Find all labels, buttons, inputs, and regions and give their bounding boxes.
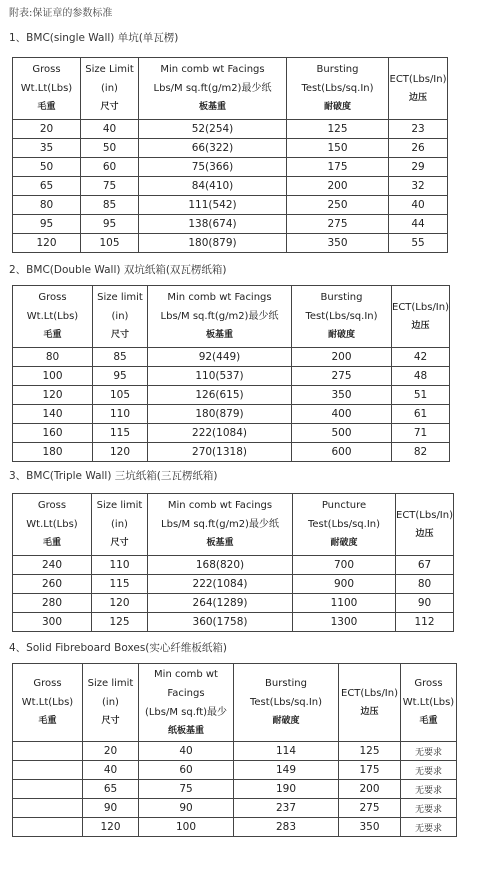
table-cell: 120 xyxy=(83,818,139,837)
table-cell: 1300 xyxy=(293,613,396,632)
table-cell xyxy=(13,818,83,837)
column-header: ECT(Lbs/In) 边压 xyxy=(389,58,448,120)
column-header: ECT(Lbs/In) 边压 xyxy=(339,664,401,742)
table-row xyxy=(13,594,454,613)
table-cell: 112 xyxy=(396,613,454,632)
column-header: Min comb wt Facings (Lbs/M sq.ft)最少 纸板基重 xyxy=(139,664,234,742)
column-header: Bursting Test(Lbs/sq.In) 耐破度 xyxy=(234,664,339,742)
table-cell: 84(410) xyxy=(139,177,287,196)
table-cell: 120 xyxy=(13,234,81,253)
column-header: Size limit (in) 尺寸 xyxy=(93,286,148,348)
table-cell: 300 xyxy=(13,613,92,632)
table-cell: 125 xyxy=(287,120,389,139)
table-cell: 250 xyxy=(287,196,389,215)
table-cell: 275 xyxy=(339,799,401,818)
table-cell: 138(674) xyxy=(139,215,287,234)
table-cell: 125 xyxy=(92,613,148,632)
table-cell: 67 xyxy=(396,556,454,575)
column-header: Gross Wt.Lt(Lbs) 毛重 xyxy=(13,58,81,120)
table-cell: 40 xyxy=(81,120,139,139)
table-row xyxy=(13,158,448,177)
table-cell: 100 xyxy=(13,367,93,386)
table-cell: 61 xyxy=(392,405,450,424)
table-cell: 80 xyxy=(13,348,93,367)
table-cell: 283 xyxy=(234,818,339,837)
table-cell: 35 xyxy=(13,139,81,158)
table-cell: 92(449) xyxy=(148,348,292,367)
table-cell: 180 xyxy=(13,443,93,462)
table-row xyxy=(13,177,448,196)
table-cell: 40 xyxy=(83,761,139,780)
table-cell: 无要求 xyxy=(401,799,457,818)
table-row xyxy=(13,780,457,799)
table-cell: 280 xyxy=(13,594,92,613)
table-cell: 95 xyxy=(81,215,139,234)
column-header: Gross Wt.Lt(Lbs) 毛重 xyxy=(13,286,93,348)
header-row xyxy=(13,494,454,556)
table-row xyxy=(13,367,450,386)
table-cell: 90 xyxy=(83,799,139,818)
table-row xyxy=(13,742,457,761)
table-cell: 100 xyxy=(139,818,234,837)
spec-table xyxy=(12,57,448,253)
table-cell: 140 xyxy=(13,405,93,424)
table-cell: 95 xyxy=(13,215,81,234)
column-header: Min comb wt Facings Lbs/M sq.ft(g/m2)最少纸 板基重 xyxy=(148,286,292,348)
table-cell: 50 xyxy=(81,139,139,158)
page-title: 附表:保证章的参数标准 xyxy=(9,8,113,19)
table-cell: 700 xyxy=(293,556,396,575)
table-cell: 85 xyxy=(93,348,148,367)
table-cell: 190 xyxy=(234,780,339,799)
table-cell: 240 xyxy=(13,556,92,575)
table-cell: 260 xyxy=(13,575,92,594)
table-cell: 80 xyxy=(396,575,454,594)
column-header: Size limit (in) 尺寸 xyxy=(92,494,148,556)
table-cell: 82 xyxy=(392,443,450,462)
table-cell: 126(615) xyxy=(148,386,292,405)
section-heading: 2、BMC(Double Wall) 双坑纸箱(双瓦楞纸箱) xyxy=(9,264,227,276)
table-row xyxy=(13,799,457,818)
table-row xyxy=(13,120,448,139)
table-row xyxy=(13,348,450,367)
table-row xyxy=(13,405,450,424)
table-cell: 29 xyxy=(389,158,448,177)
table-cell: 60 xyxy=(81,158,139,177)
column-header: ECT(Lbs/In) 边压 xyxy=(396,494,454,556)
table-cell: 60 xyxy=(139,761,234,780)
table-cell: 120 xyxy=(93,443,148,462)
table-cell: 360(1758) xyxy=(148,613,293,632)
table-cell: 75(366) xyxy=(139,158,287,177)
table-cell: 110(537) xyxy=(148,367,292,386)
table-cell: 75 xyxy=(139,780,234,799)
table-cell: 264(1289) xyxy=(148,594,293,613)
table-cell: 65 xyxy=(13,177,81,196)
table-cell: 200 xyxy=(339,780,401,799)
table-cell: 85 xyxy=(81,196,139,215)
table-cell: 222(1084) xyxy=(148,424,292,443)
table-cell: 23 xyxy=(389,120,448,139)
table-cell: 237 xyxy=(234,799,339,818)
section-heading: 4、Solid Fibreboard Boxes(实心纤维板纸箱) xyxy=(9,642,227,654)
table-cell: 90 xyxy=(139,799,234,818)
table-cell: 270(1318) xyxy=(148,443,292,462)
table-cell: 80 xyxy=(13,196,81,215)
column-header: Gross Wt.Lt(Lbs) 毛重 xyxy=(13,494,92,556)
table-cell: 400 xyxy=(292,405,392,424)
header-row xyxy=(13,286,450,348)
table-cell: 1100 xyxy=(293,594,396,613)
table-cell: 222(1084) xyxy=(148,575,293,594)
table-cell: 52(254) xyxy=(139,120,287,139)
table-cell: 66(322) xyxy=(139,139,287,158)
table-cell: 65 xyxy=(83,780,139,799)
table-row xyxy=(13,818,457,837)
table-cell: 168(820) xyxy=(148,556,293,575)
table-cell: 20 xyxy=(83,742,139,761)
table-row xyxy=(13,443,450,462)
section-heading: 3、BMC(Triple Wall) 三坑纸箱(三瓦楞纸箱) xyxy=(9,470,218,482)
table-cell xyxy=(13,761,83,780)
table-cell: 51 xyxy=(392,386,450,405)
table-row xyxy=(13,215,448,234)
table-cell: 105 xyxy=(81,234,139,253)
table-cell: 350 xyxy=(287,234,389,253)
table-cell: 115 xyxy=(92,575,148,594)
table-cell: 110 xyxy=(92,556,148,575)
table-cell: 900 xyxy=(293,575,396,594)
table-row xyxy=(13,424,450,443)
table-cell: 115 xyxy=(93,424,148,443)
table-cell: 48 xyxy=(392,367,450,386)
column-header: Min comb wt Facings Lbs/M sq.ft(g/m2)最少纸 板基重 xyxy=(139,58,287,120)
table-cell xyxy=(13,799,83,818)
table-cell: 无要求 xyxy=(401,761,457,780)
table-cell: 90 xyxy=(396,594,454,613)
section-heading: 1、BMC(single Wall) 单坑(单瓦楞) xyxy=(9,32,179,44)
table-cell: 120 xyxy=(13,386,93,405)
table-cell: 175 xyxy=(287,158,389,177)
table-cell: 114 xyxy=(234,742,339,761)
table-cell: 75 xyxy=(81,177,139,196)
table-cell xyxy=(13,742,83,761)
table-cell: 125 xyxy=(339,742,401,761)
column-header: Gross Wt.Lt(Lbs) 毛重 xyxy=(401,664,457,742)
table-cell: 71 xyxy=(392,424,450,443)
table-cell: 42 xyxy=(392,348,450,367)
table-cell: 275 xyxy=(287,215,389,234)
table-cell: 40 xyxy=(389,196,448,215)
table-cell: 40 xyxy=(139,742,234,761)
spec-table xyxy=(12,493,454,632)
column-header: ECT(Lbs/In) 边压 xyxy=(392,286,450,348)
table-cell: 350 xyxy=(339,818,401,837)
column-header: Puncture Test(Lbs/sq.In) 耐破度 xyxy=(293,494,396,556)
table-row xyxy=(13,575,454,594)
column-header: Size Limit (in) 尺寸 xyxy=(81,58,139,120)
table-cell: 149 xyxy=(234,761,339,780)
table-cell xyxy=(13,780,83,799)
header-row xyxy=(13,664,457,742)
table-cell: 180(879) xyxy=(139,234,287,253)
table-cell: 26 xyxy=(389,139,448,158)
column-header: Bursting Test(Lbs/sq.In) 耐破度 xyxy=(287,58,389,120)
table-cell: 120 xyxy=(92,594,148,613)
column-header: Bursting Test(Lbs/sq.In) 耐破度 xyxy=(292,286,392,348)
table-cell: 95 xyxy=(93,367,148,386)
table-row xyxy=(13,386,450,405)
table-cell: 无要求 xyxy=(401,742,457,761)
table-cell: 600 xyxy=(292,443,392,462)
table-cell: 无要求 xyxy=(401,818,457,837)
table-cell: 55 xyxy=(389,234,448,253)
table-row xyxy=(13,234,448,253)
table-cell: 200 xyxy=(287,177,389,196)
column-header: Min comb wt Facings Lbs/M sq.ft(g/m2)最少纸 板基重 xyxy=(148,494,293,556)
table-row xyxy=(13,196,448,215)
column-header: Gross Wt.Lt(Lbs) 毛重 xyxy=(13,664,83,742)
table-cell: 500 xyxy=(292,424,392,443)
table-row xyxy=(13,556,454,575)
header-row xyxy=(13,58,448,120)
table-cell: 350 xyxy=(292,386,392,405)
table-cell: 175 xyxy=(339,761,401,780)
table-cell: 32 xyxy=(389,177,448,196)
table-cell: 150 xyxy=(287,139,389,158)
table-row xyxy=(13,613,454,632)
table-cell: 275 xyxy=(292,367,392,386)
table-cell: 110 xyxy=(93,405,148,424)
table-cell: 111(542) xyxy=(139,196,287,215)
column-header: Size limit (in) 尺寸 xyxy=(83,664,139,742)
table-row xyxy=(13,761,457,780)
table-cell: 20 xyxy=(13,120,81,139)
spec-table xyxy=(12,663,457,837)
table-cell: 160 xyxy=(13,424,93,443)
table-cell: 180(879) xyxy=(148,405,292,424)
table-row xyxy=(13,139,448,158)
table-cell: 无要求 xyxy=(401,780,457,799)
table-cell: 50 xyxy=(13,158,81,177)
table-cell: 44 xyxy=(389,215,448,234)
table-cell: 200 xyxy=(292,348,392,367)
table-cell: 105 xyxy=(93,386,148,405)
spec-table xyxy=(12,285,450,462)
